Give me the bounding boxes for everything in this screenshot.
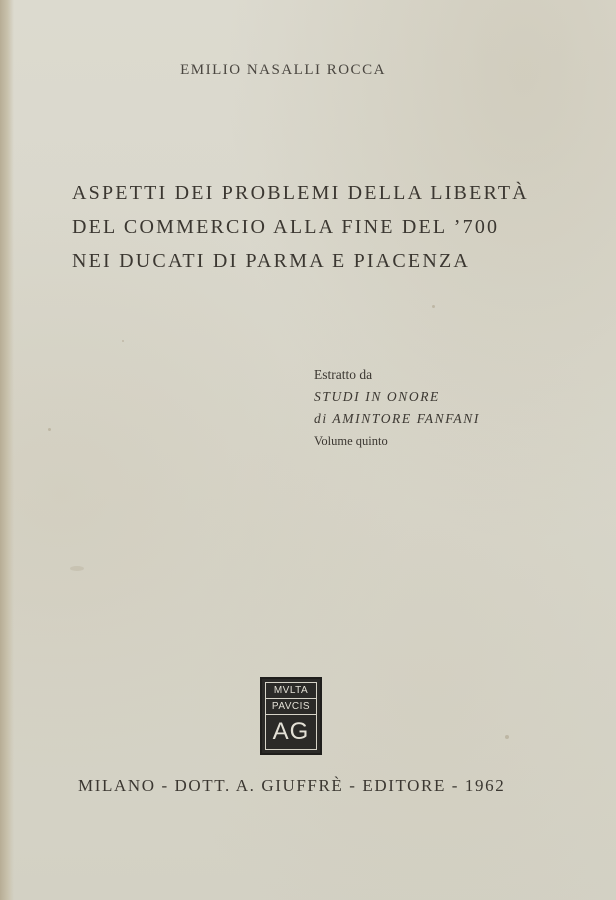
title-line-2: DEL COMMERCIO ALLA FINE DEL ’700 xyxy=(72,216,500,238)
logo-motto-line-1: MVLTA xyxy=(266,683,316,699)
publisher-logo-frame xyxy=(265,682,317,750)
title-line-3: NEI DUCATI DI PARMA E PIACENZA xyxy=(72,250,471,272)
title-line-1: ASPETTI DEI PROBLEMI DELLA LIBERTÀ xyxy=(72,182,529,204)
extract-note xyxy=(314,364,574,452)
logo-monogram: AG xyxy=(272,718,310,745)
book-title xyxy=(72,176,572,278)
publisher-logo xyxy=(260,677,322,755)
foxing-spot xyxy=(70,566,84,571)
extract-intro: Estratto da xyxy=(314,367,373,382)
volume-label: Volume quinto xyxy=(314,434,388,448)
worn-left-edge xyxy=(0,0,14,900)
series-title-line-1: STUDI IN ONORE xyxy=(314,389,440,404)
foxing-spot xyxy=(48,428,51,431)
foxing-spot xyxy=(432,305,435,308)
foxing-spot xyxy=(122,340,124,342)
publisher-imprint: MILANO - DOTT. A. GIUFFRÈ - EDITORE - 1962 xyxy=(78,776,506,795)
series-title-line-2: di AMINTORE FANFANI xyxy=(314,411,480,426)
author-name: EMILIO NASALLI ROCCA xyxy=(180,62,386,78)
foxing-spot xyxy=(505,735,509,739)
logo-motto-line-2: PAVCIS xyxy=(266,699,316,715)
